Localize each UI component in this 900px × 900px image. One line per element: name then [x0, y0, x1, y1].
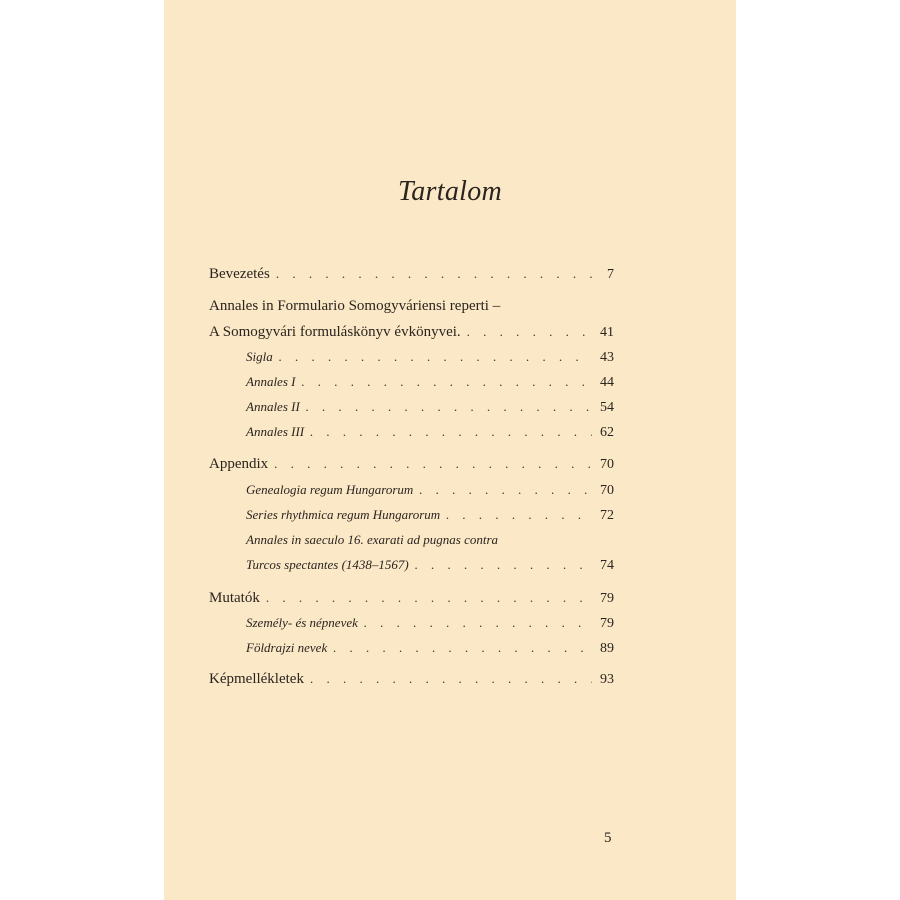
- toc-subentry-annales-saeculo-line2: [246, 556, 614, 575]
- toc-entry-mutatok: [209, 589, 614, 608]
- toc-entry-label: Képmellékletek: [209, 671, 304, 687]
- toc-entry-page: 7: [607, 267, 614, 282]
- toc-entry-kepmellekletek: [209, 670, 614, 689]
- dot-leader: [274, 455, 592, 473]
- toc-subentry-genealogia: [246, 481, 614, 500]
- toc-entry-page: 93: [600, 672, 614, 687]
- toc-entry-label: Series rhythmica regum Hungarorum: [246, 507, 441, 522]
- dot-leader: [333, 639, 592, 657]
- book-page: [164, 0, 736, 900]
- toc-entry-label: Turcos spectantes (1438–1567): [246, 557, 409, 572]
- toc-entry-label: Annales in saeculo 16. exarati ad pugnas contra: [246, 532, 499, 547]
- toc-entry-page: 54: [600, 400, 614, 415]
- toc-entry-page: 79: [600, 591, 614, 606]
- toc-entry-label: Személy- és népnevek: [246, 615, 358, 630]
- page-number: 5: [604, 830, 612, 846]
- toc-entry-page: 41: [600, 325, 614, 340]
- toc-entry-annales-line2: [209, 323, 614, 342]
- toc-subentry-series-rhythmica: [246, 506, 614, 525]
- dot-leader: [301, 373, 592, 391]
- toc-subentry-annales-i: [246, 373, 614, 392]
- toc-subentry-annales-ii: [246, 398, 614, 417]
- toc-entry-page: 43: [600, 350, 614, 365]
- toc-entry-label: Annales II: [246, 399, 300, 414]
- toc-entry-page: 79: [600, 616, 614, 631]
- toc-entry-label: Appendix: [209, 456, 269, 472]
- toc-entry-page: 70: [600, 483, 614, 498]
- toc-entry-page: 70: [600, 457, 614, 472]
- dot-leader: [310, 670, 592, 688]
- toc-entry-bevezetes: [209, 265, 614, 284]
- toc-entry-page: 74: [600, 558, 614, 573]
- dot-leader: [446, 506, 592, 524]
- toc-subentry-szemely-nepnevek: [246, 614, 614, 633]
- toc-entry-label: Mutatók: [209, 590, 260, 606]
- dot-leader: [364, 614, 592, 632]
- toc-entry-appendix: [209, 455, 614, 474]
- dot-leader: [276, 265, 592, 283]
- dot-leader: [415, 556, 592, 574]
- dot-leader: [306, 398, 592, 416]
- toc-subentry-annales-saeculo-line1: [246, 531, 614, 549]
- toc-entry-page: 44: [600, 375, 614, 390]
- dot-leader: [279, 348, 592, 366]
- toc-subentry-annales-iii: [246, 423, 614, 442]
- dot-leader: [310, 423, 592, 441]
- toc-entry-label: Annales I: [246, 374, 296, 389]
- toc-entry-label: Genealogia regum Hungarorum: [246, 482, 414, 497]
- toc-entry-label: Földrajzi nevek: [246, 640, 328, 655]
- toc-entry-page: 62: [600, 425, 614, 440]
- toc-entry-label: Sigla: [246, 349, 273, 364]
- toc-entry-label: Annales III: [246, 424, 305, 439]
- toc-entry-annales-line1: [209, 297, 614, 315]
- toc-subentry-sigla: [246, 348, 614, 367]
- toc-entry-page: 89: [600, 641, 614, 656]
- toc-entry-label: A Somogyvári formuláskönyv évkönyvei.: [209, 324, 461, 340]
- page-title: Tartalom: [397, 176, 503, 207]
- toc-entry-label: Bevezetés: [209, 266, 270, 282]
- toc-entry-page: 72: [600, 508, 614, 523]
- dot-leader: [467, 323, 592, 341]
- dot-leader: [419, 481, 592, 499]
- toc-entry-label: Annales in Formulario Somogyváriensi reperti –: [209, 298, 501, 314]
- toc-subentry-foldrajzi-nevek: [246, 639, 614, 658]
- dot-leader: [266, 589, 592, 607]
